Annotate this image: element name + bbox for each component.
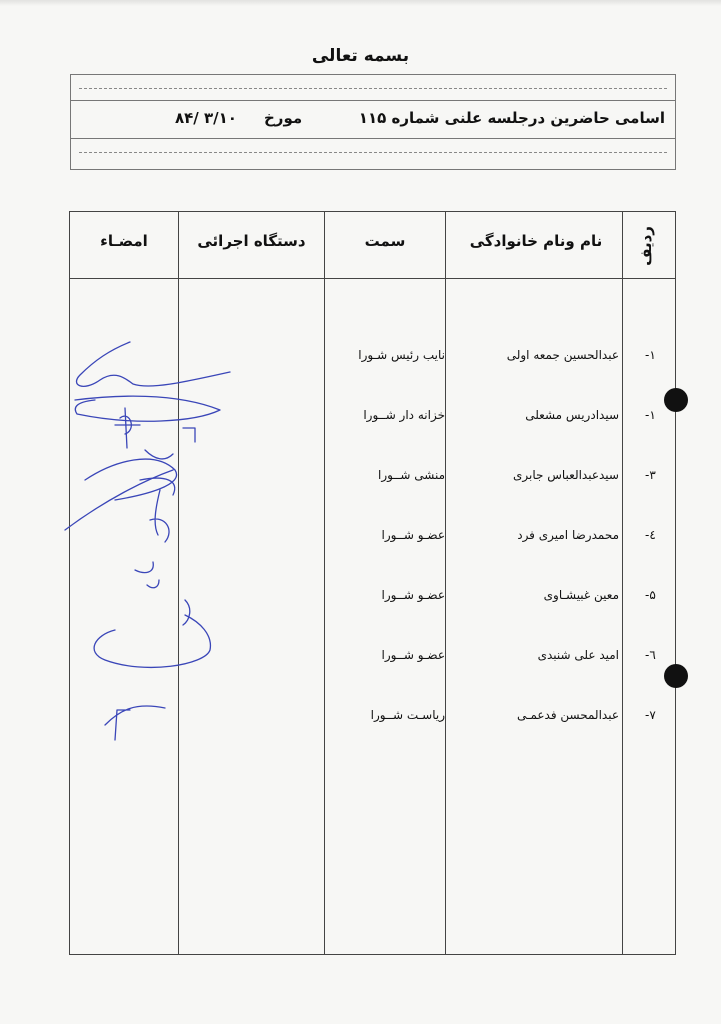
session-title: اسامی حاضرین درجلسه علنی شماره ۱۱۵ <box>358 109 665 127</box>
column-header-name: نام ونام خانوادگی <box>469 232 603 250</box>
member-position: عضـو شــورا <box>381 528 445 542</box>
signature-stroke <box>150 490 169 542</box>
date-value: ۸۴/ ۳/۱۰ <box>175 109 237 127</box>
column-divider <box>324 212 325 954</box>
divider <box>71 100 675 101</box>
signature-stroke <box>183 428 195 442</box>
member-position: نایب رئیس شـورا <box>358 348 445 362</box>
signature-stroke <box>105 706 165 740</box>
bismillah-heading: بسمه تعالی <box>311 46 410 66</box>
signature-stroke <box>140 450 175 495</box>
row-number: -٤ <box>645 528 656 542</box>
member-position: عضـو شــورا <box>381 648 445 662</box>
punch-hole <box>664 388 688 412</box>
member-name: عبدالمحسن فدعمـی <box>516 708 619 722</box>
column-header-row-number <box>622 220 670 272</box>
column-header-row-number-label: ردیف <box>637 226 655 266</box>
column-header-position: سمت <box>364 232 406 250</box>
signature-stroke <box>115 408 140 448</box>
dotted-line <box>79 88 667 89</box>
row-number: -۱ <box>645 408 656 422</box>
column-header-organization: دستگاه اجرائی <box>197 232 306 250</box>
member-position: خزانه دار شــورا <box>363 408 445 422</box>
member-name: محمدرضا امیری فرد <box>517 528 619 542</box>
column-header-signature: امضـاء <box>100 232 148 250</box>
column-divider <box>445 212 446 954</box>
punch-hole <box>664 664 688 688</box>
scan-edge-shadow <box>0 0 721 6</box>
member-position: ریاسـت شــورا <box>370 708 445 722</box>
member-position: عضـو شــورا <box>381 588 445 602</box>
member-name: امید علی شنبدی <box>537 648 619 662</box>
dotted-line <box>79 152 667 153</box>
row-number: -٦ <box>645 648 656 662</box>
header-row-divider <box>70 278 675 279</box>
column-divider <box>622 212 623 954</box>
member-name: سیدادریس مشعلی <box>525 408 619 422</box>
divider <box>71 138 675 139</box>
handwritten-signatures <box>55 330 255 760</box>
signature-stroke <box>94 600 210 667</box>
signature-stroke <box>135 562 159 588</box>
row-number: -۱ <box>645 348 656 362</box>
row-number: -۷ <box>645 708 656 722</box>
signature-stroke <box>77 342 230 386</box>
member-name: عبدالحسین جمعه اولی <box>506 348 619 362</box>
date-label: مورخ <box>264 109 303 127</box>
member-name: معین غبیشـاوی <box>543 588 619 602</box>
signature-stroke <box>75 396 220 421</box>
header-box <box>70 74 676 170</box>
row-number: -۳ <box>645 468 656 482</box>
member-position: منشی شــورا <box>378 468 445 482</box>
member-name: سیدعبدالعباس جابری <box>512 468 619 482</box>
row-number: -۵ <box>645 588 656 602</box>
